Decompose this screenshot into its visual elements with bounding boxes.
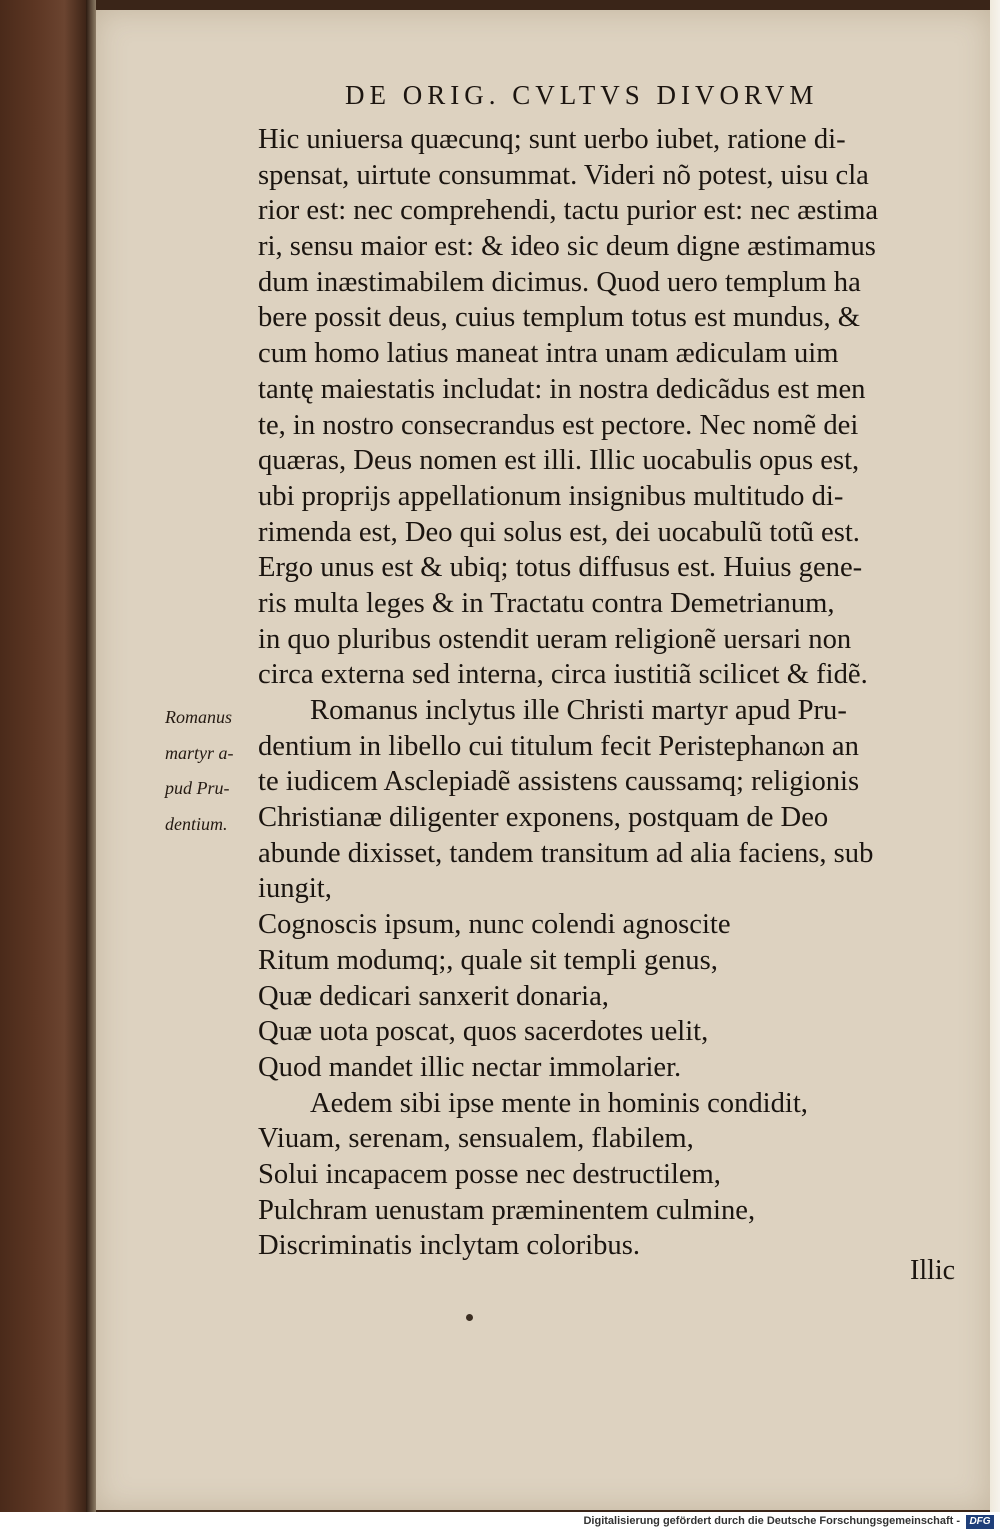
- text-line: te, in nostro consecrandus est pectore. Nec nomẽ dei: [258, 409, 859, 441]
- verse-line: Discriminatis inclytam coloribus.: [258, 1230, 640, 1262]
- catchword: Illic: [910, 1255, 956, 1286]
- marginal-note-line: pud Pru-: [165, 778, 230, 799]
- text-line: Ergo unus est & ubiq; totus diffusus est. Huius gene-: [258, 552, 863, 584]
- text-line: te iudicem Asclepiadẽ assistens caussamq; religionis: [258, 766, 860, 798]
- verse-line: Aedem sibi ipse mente in hominis condidit,: [310, 1087, 808, 1119]
- text-line: ri, sensu maior est: & ideo sic deum digne æstimamus: [258, 231, 876, 263]
- footer-bar: [0, 1512, 1000, 1532]
- text-line: circa externa sed interna, circa iustitiã scilicet & fidẽ.: [258, 659, 868, 691]
- text-line: ris multa leges & in Tractatu contra Demetrianum,: [258, 587, 835, 619]
- dfg-logo-icon: DFG: [966, 1515, 994, 1529]
- verse-line: Ritum modumq;, quale sit templi genus,: [258, 944, 718, 976]
- marginal-note-line: Romanus: [165, 707, 232, 727]
- marginal-note-line: dentium.: [165, 814, 228, 835]
- text-line: abunde dixisset, tandem transitum ad alia faciens, sub: [258, 837, 874, 869]
- text-line: dentium in libello cui titulum fecit Peristephanωn an: [258, 730, 859, 762]
- marginal-note-line: martyr a-: [165, 742, 234, 763]
- text-line: Christianæ diligenter exponens, postquam de Deo: [258, 802, 829, 834]
- text-line: bere possit deus, cuius templum totus est mundus, &: [258, 302, 861, 334]
- verse-line: Solui incapacem posse nec destructilem,: [258, 1158, 721, 1190]
- funding-credit: Digitalisierung gefördert durch die Deutsche Forschungsgemeinschaft -: [583, 1515, 960, 1527]
- text-line: cum homo latius maneat intra unam ædiculam uim: [258, 338, 839, 370]
- text-line: rior est: nec comprehendi, tactu purior est: nec æstima: [258, 195, 879, 227]
- verse-line: Quæ uota poscat, quos sacerdotes uelit,: [258, 1016, 709, 1048]
- text-line: ubi proprijs appellationum insignibus multitudo di-: [258, 480, 844, 512]
- page-edge: [990, 0, 1000, 1512]
- verse-line: Quod mandet illic nectar immolarier.: [258, 1051, 682, 1083]
- verse-line: Quæ dedicari sanxerit donaria,: [258, 980, 609, 1012]
- paragraph-start-line: Romanus inclytus ille Christi martyr apud Pru-: [310, 695, 847, 726]
- verse-line: Viuam, serenam, sensualem, flabilem,: [258, 1123, 694, 1155]
- running-head: DE ORIG. CVLTVS DIVORVM: [345, 80, 819, 110]
- verse-line: Cognoscis ipsum, nunc colendi agnoscite: [258, 909, 731, 941]
- main-text: [258, 122, 968, 1264]
- marginal-note: [165, 700, 265, 843]
- text-line: spensat, uirtute consummat. Videri nõ potest, uisu cla: [258, 159, 869, 191]
- ink-speck: [466, 1314, 473, 1321]
- verse-line: Pulchram uenustam præminentem culmine,: [258, 1194, 756, 1226]
- text-line: rimenda est, Deo qui solus est, dei uocabulũ totũ est.: [258, 516, 860, 548]
- text-line: dum inæstimabilem dicimus. Quod uero templum ha: [258, 266, 861, 298]
- text-line: Hic uniuersa quæcunq; sunt uerbo iubet, ratione di-: [258, 124, 846, 155]
- text-line: iungit,: [258, 873, 332, 905]
- text-line: quæras, Deus nomen est illi. Illic uocabulis opus est,: [258, 445, 860, 477]
- page-gutter: [86, 0, 96, 1512]
- book-binding: [0, 0, 86, 1512]
- text-line: tantę maiestatis includat: in nostra dedicãdus est men: [258, 373, 866, 405]
- text-line: in quo pluribus ostendit ueram religionẽ uersari non: [258, 623, 852, 655]
